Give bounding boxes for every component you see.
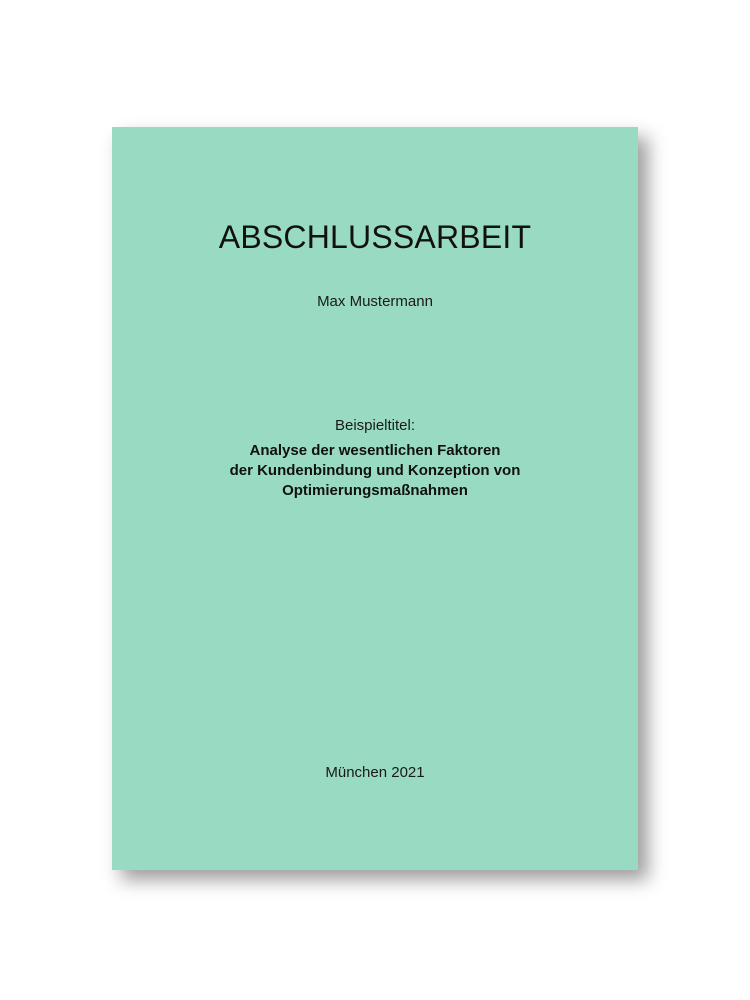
- place-and-year: München 2021: [325, 764, 425, 781]
- document-type-heading: ABSCHLUSSARBEIT: [218, 219, 532, 255]
- thesis-cover: [112, 127, 638, 870]
- title-label: Beispieltitel:: [334, 417, 416, 434]
- thesis-title: [172, 441, 578, 501]
- author-name: Max Mustermann: [317, 293, 433, 310]
- thesis-title-line: Analyse der wesentlichen Faktoren: [249, 442, 501, 459]
- thesis-title-line: der Kundenbindung und Konzeption von: [229, 462, 521, 479]
- thesis-title-line: Optimierungsmaßnahmen: [282, 482, 468, 499]
